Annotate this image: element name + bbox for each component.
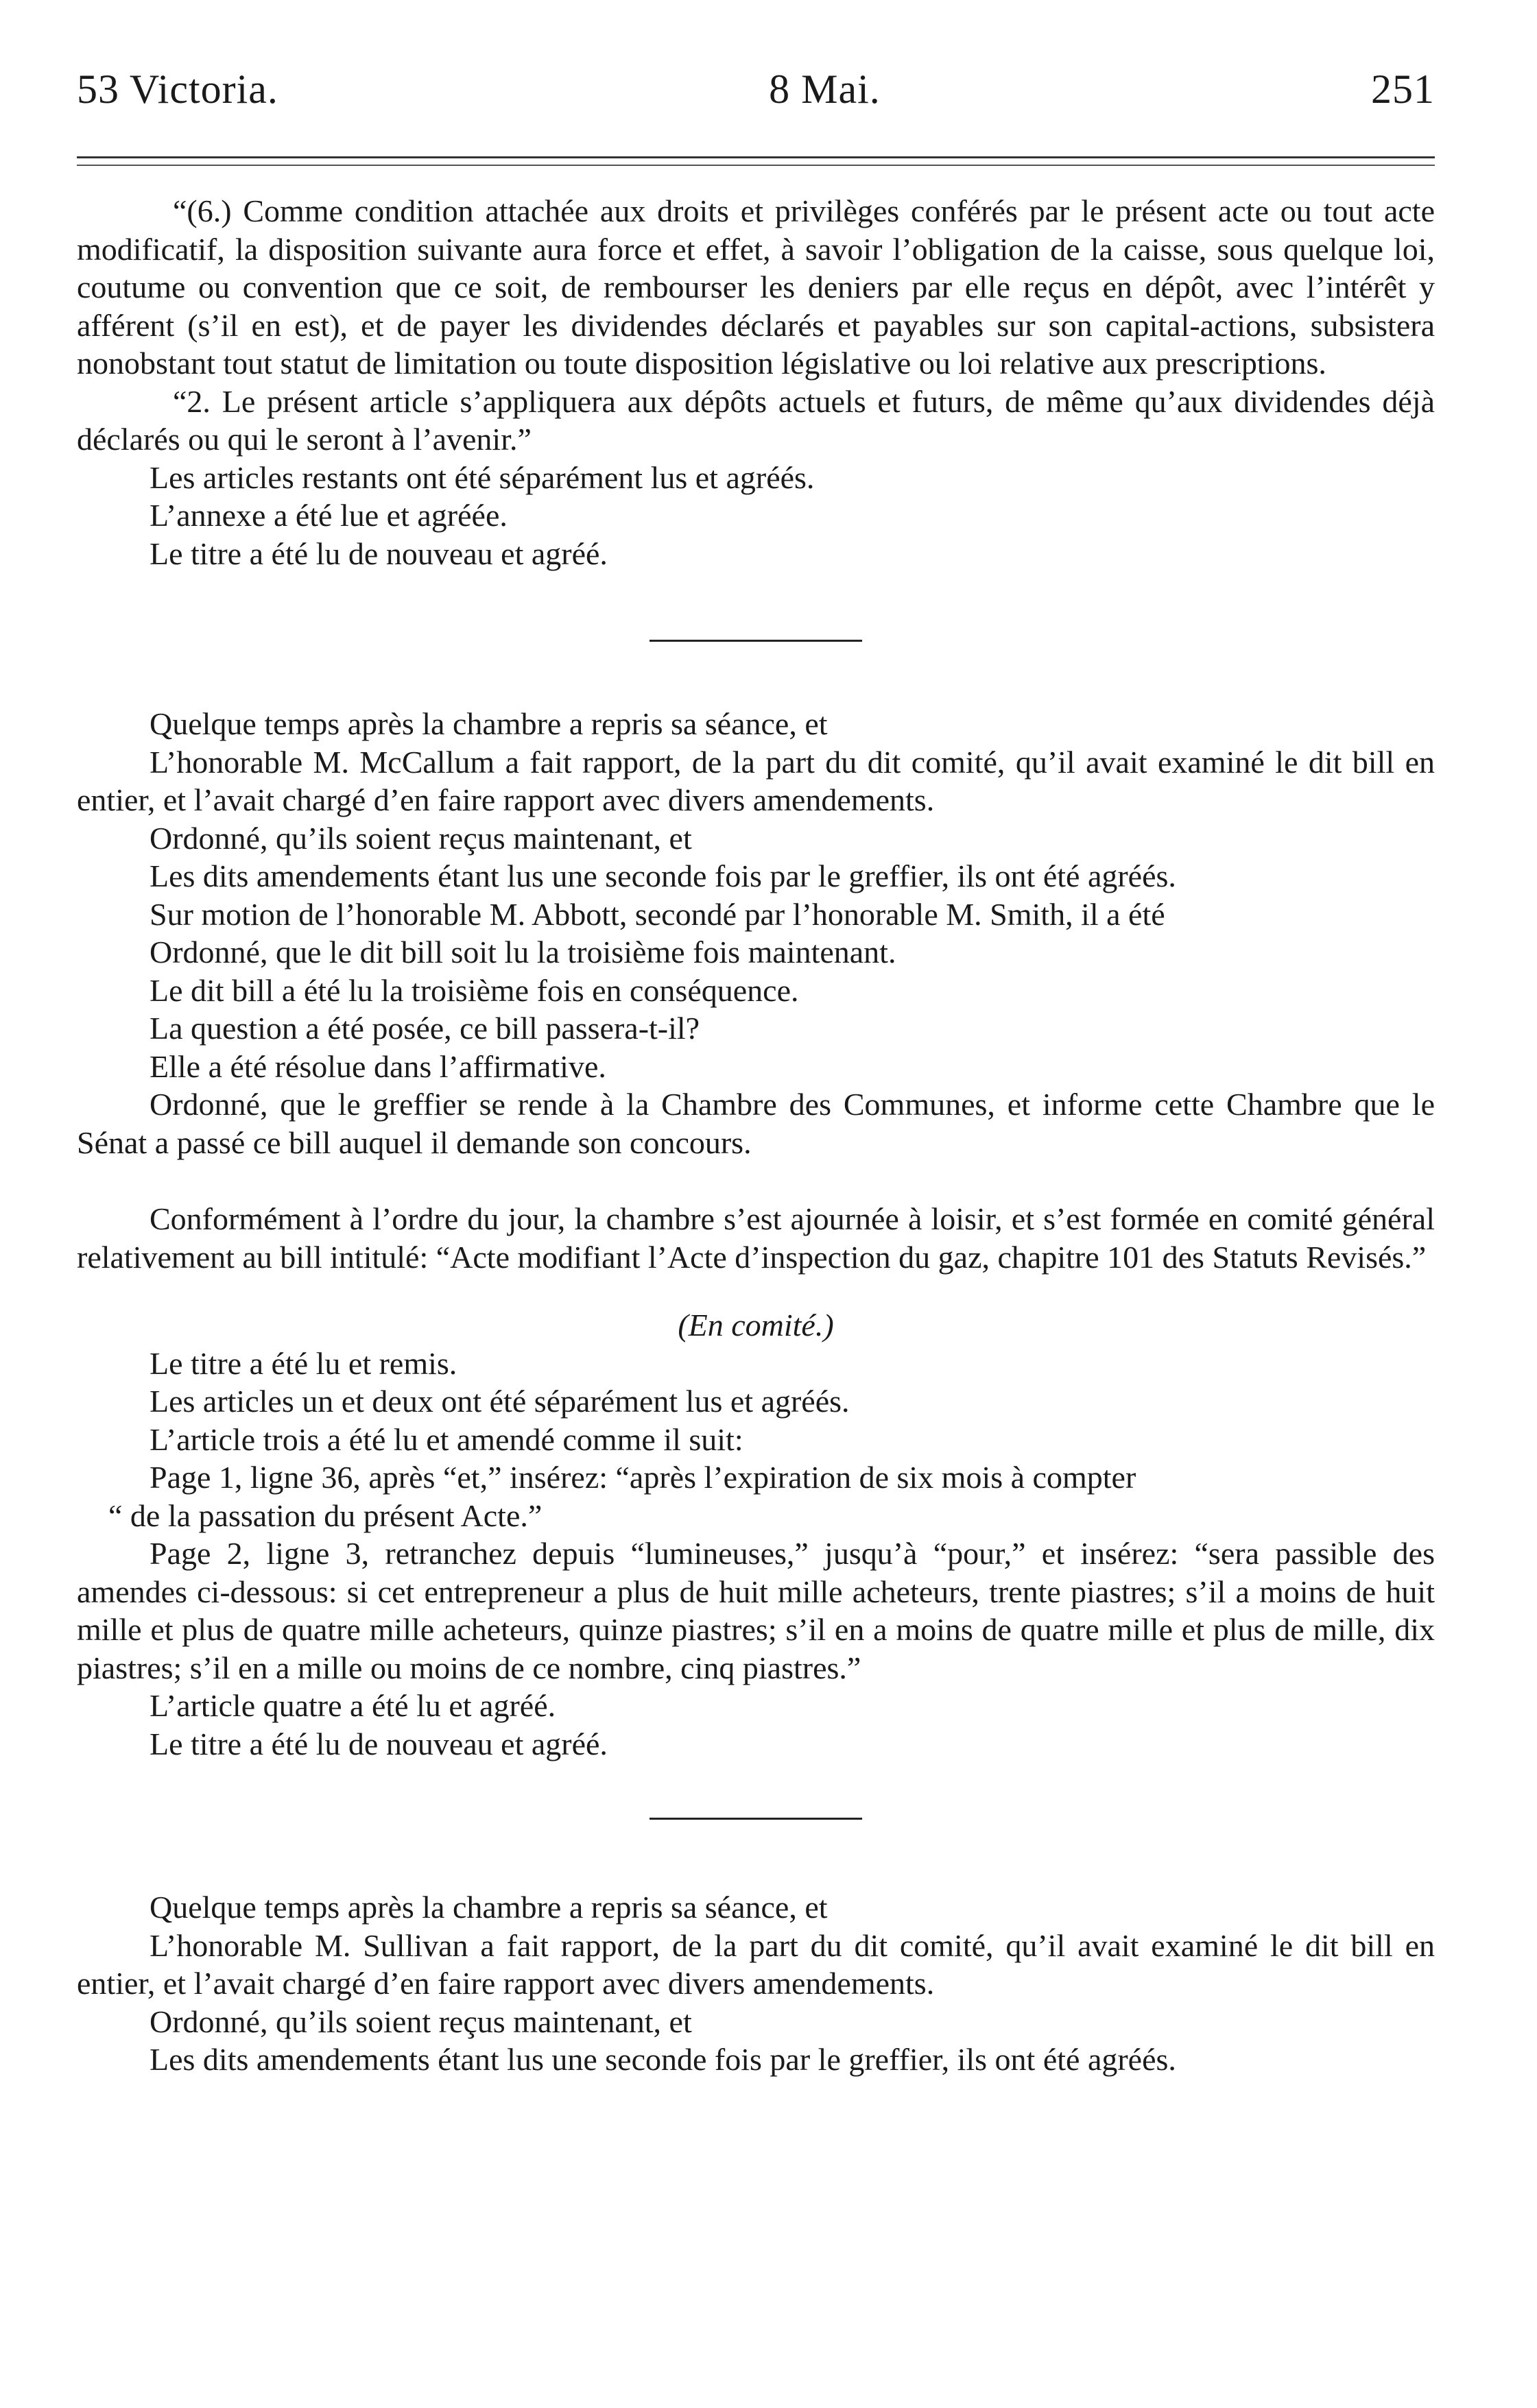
paragraph: Le titre a été lu et remis.: [150, 1345, 457, 1381]
paragraph: Les dits amendements étant lus une seconde fois par le greffier, ils ont été agréés.: [150, 858, 1176, 893]
paragraph: Elle a été résolue dans l’affirmative.: [150, 1048, 606, 1084]
paragraph: Les articles restants ont été séparément lus et agréés.: [150, 459, 815, 495]
paragraph: Ordonné, qu’ils soient reçus maintenant, et: [150, 2003, 692, 2039]
paragraph: Quelque temps après la chambre a repris sa séance, et: [150, 706, 828, 741]
paragraph: L’article trois a été lu et amendé comme il suit:: [150, 1421, 743, 1457]
header-page-number: 251: [1371, 67, 1435, 112]
paragraph: Le dit bill a été lu la troisième fois en conséquence.: [150, 972, 799, 1008]
paragraph: “ de la passation du présent Acte.”: [108, 1497, 543, 1533]
paragraph: L’honorable M. Sullivan a fait rapport, de la part du dit comité, qu’il avait examiné le dit bill en entier, et l’avait chargé d’en faire rapport avec divers amendements.: [77, 1927, 1435, 2001]
spacer: [77, 1276, 1435, 1306]
paragraph: Le titre a été lu de nouveau et agréé.: [150, 1726, 608, 1761]
spacer: [77, 1161, 1435, 1200]
paragraph: Page 2, ligne 3, retranchez depuis “lumineuses,” jusqu’à “pour,” et insérez: “sera passible des amendes ci-dessous: si cet entrepreneur a plus de huit mille acheteurs, trente piastres; s’il a moins de huit mille et plus de quatre mille acheteurs, quinze piastres; s’il en a moins de quatre mille et plus de mille, dix piastres; s’il en a mille ou moins de ce nombre, cinq piastres.”: [77, 1536, 1435, 1685]
page-body: [77, 192, 1435, 2079]
paragraph: Conformément à l’ordre du jour, la chambre s’est ajournée à loisir, et s’est formée en comité général relativement au bill intitulé: “Acte modifiant l’Acte d’inspection du gaz, chapitre 101 des Statuts Revisés.”: [77, 1201, 1435, 1275]
paragraph: Les dits amendements étant lus une seconde fois par le greffier, ils ont été agréés.: [150, 2042, 1176, 2077]
committee-heading: (En comité.): [678, 1308, 834, 1343]
paragraph: Le titre a été lu de nouveau et agréé.: [150, 535, 608, 571]
document-page: [77, 66, 1435, 2079]
paragraph: “(6.) Comme condition attachée aux droits et privilèges conférés par le présent acte ou tout acte modificatif, la disposition suivante aura force et effet, à savoir l’obligation de la caisse, sous quelque loi, coutume ou convention que ce soit, de rembourser les deniers par elle reçus en dépôt, avec l’intérêt y afférent (s’il en est), et de payer les dividendes déclarés et payables sur son capital-actions, subsistera nonobstant tout statut de limitation ou toute disposition législative ou loi relative aux prescriptions.: [77, 193, 1435, 381]
paragraph: Sur motion de l’honorable M. Abbott, secondé par l’honorable M. Smith, il a été: [150, 896, 1165, 932]
paragraph: Quelque temps après la chambre a repris sa séance, et: [150, 1890, 828, 1925]
paragraph: L’annexe a été lue et agréée.: [150, 498, 508, 533]
header-session: 53 Victoria.: [77, 67, 278, 112]
paragraph: Ordonné, que le greffier se rende à la Chambre des Communes, et informe cette Chambre que le Sénat a passé ce bill auquel il demande son concours.: [77, 1087, 1435, 1160]
running-header: [77, 66, 1435, 123]
paragraph: Page 1, ligne 36, après “et,” insérez: “après l’expiration de six mois à compter: [150, 1460, 1136, 1495]
section-separator: [650, 640, 862, 642]
paragraph: L’honorable M. McCallum a fait rapport, de la part du dit comité, qu’il avait examiné le dit bill en entier, et l’avait chargé d’en faire rapport avec divers amendements.: [77, 744, 1435, 817]
header-rule: [77, 156, 1435, 166]
paragraph: Les articles un et deux ont été séparément lus et agréés.: [150, 1384, 850, 1419]
paragraph: L’article quatre a été lu et agréé.: [150, 1688, 556, 1723]
paragraph: Ordonné, que le dit bill soit lu la troisième fois maintenant.: [150, 935, 896, 970]
paragraph: Ordonné, qu’ils soient reçus maintenant, et: [150, 820, 692, 856]
paragraph: La question a été posée, ce bill passera-t-il?: [150, 1011, 700, 1046]
section-separator: [650, 1818, 862, 1820]
paragraph: “2. Le présent article s’appliquera aux dépôts actuels et futurs, de même qu’aux dividendes déjà déclarés ou qui le seront à l’avenir.”: [77, 383, 1435, 457]
header-date: 8 Mai.: [769, 67, 881, 112]
